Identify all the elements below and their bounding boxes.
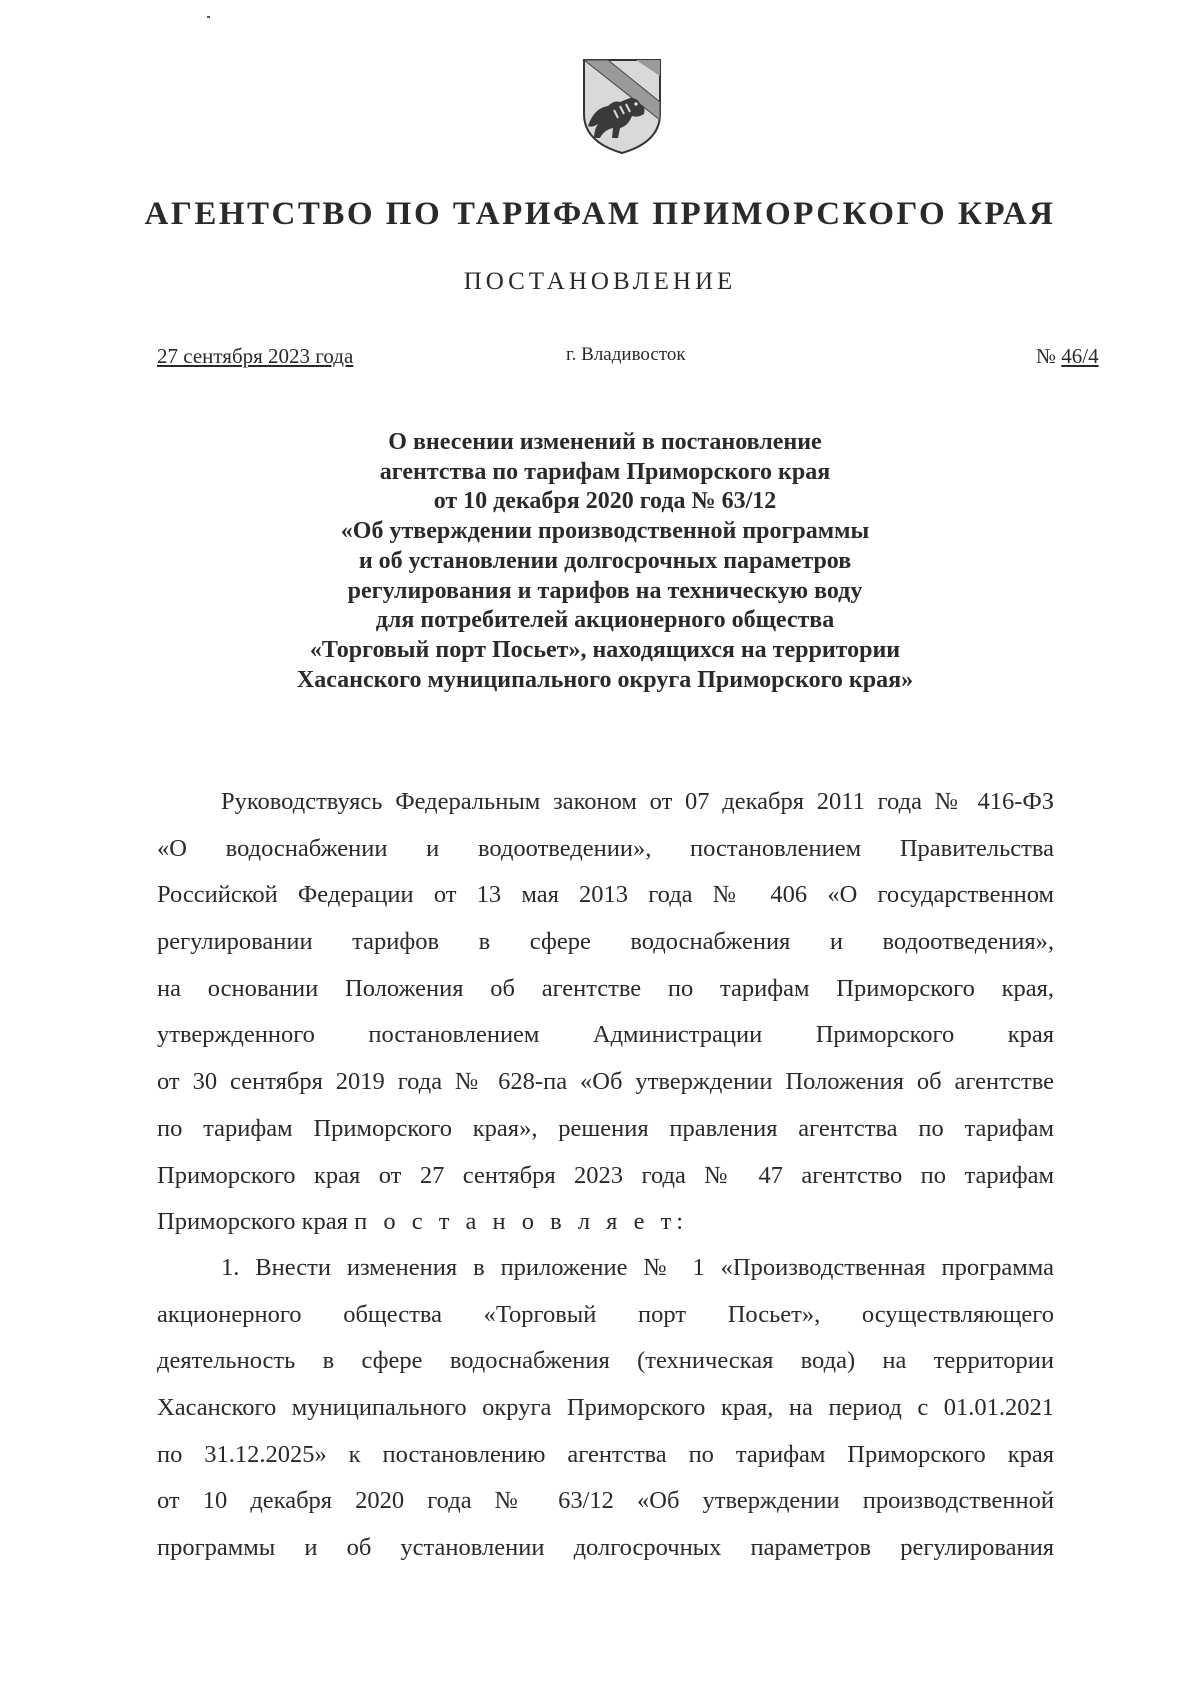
primorsky-krai-coat-of-arms-icon bbox=[580, 56, 664, 156]
agency-title: АГЕНТСТВО ПО ТАРИФАМ ПРИМОРСКОГО КРАЯ bbox=[144, 196, 1056, 232]
resolves-word: п о с т а н о в л я е т: bbox=[354, 1208, 689, 1236]
body-line: Приморского края от 27 сентября 2023 года № 47 агентство по тарифам bbox=[157, 1161, 1054, 1189]
body-line: Российской Федерации от 13 мая 2013 года № 406 «О государственном bbox=[157, 881, 1054, 909]
body-line: по тарифам Приморского края», решения правления агентства по тарифам bbox=[157, 1114, 1054, 1142]
body-line: программы и об установлении долгосрочных параметров регулирования bbox=[157, 1534, 1054, 1562]
document-type: ПОСТАНОВЛЕНИЕ bbox=[463, 268, 737, 295]
subject-line: «Торговый порт Посьет», находящихся на территории bbox=[309, 636, 901, 663]
body-line: на основании Положения об агентстве по тарифам Приморского края, bbox=[157, 974, 1054, 1002]
body-line-resolves bbox=[157, 1199, 1054, 1246]
body-line: от 30 сентября 2019 года № 628-па «Об утверждении Положения об агентстве bbox=[157, 1068, 1054, 1096]
body-line: по 31.12.2025» к постановлению агентства по тарифам Приморского края bbox=[157, 1440, 1054, 1468]
body-line: деятельность в сфере водоснабжения (техническая вода) на территории bbox=[157, 1347, 1054, 1375]
body-line: Хасанского муниципального округа Приморского края, на период с 01.01.2021 bbox=[157, 1394, 1054, 1422]
body-line: 1. Внести изменения в приложение № 1 «Производственная программа bbox=[221, 1254, 1054, 1281]
number-prefix: № bbox=[1036, 344, 1057, 368]
scan-speck bbox=[207, 16, 210, 18]
body-line: акционерного общества «Торговый порт Посьет», осуществляющего bbox=[157, 1300, 1054, 1328]
body-line: утвержденного постановлением Администрации Приморского края bbox=[157, 1021, 1054, 1049]
number-value: 46/4 bbox=[1061, 344, 1099, 368]
document-city: г. Владивосток bbox=[566, 344, 686, 365]
body-line: «О водоснабжении и водоотведении», постановлением Правительства bbox=[157, 834, 1054, 862]
subject-line: и об установлении долгосрочных параметров bbox=[358, 547, 852, 574]
subject-line: О внесении изменений в постановление bbox=[388, 429, 822, 455]
body-line: регулировании тарифов в сфере водоснабжения и водоотведения», bbox=[157, 928, 1054, 956]
subject-line: «Об утверждении производственной программы bbox=[340, 518, 870, 545]
body-line: от 10 декабря 2020 года № 63/12 «Об утверждении производственной bbox=[157, 1487, 1054, 1515]
subject-line: регулирования и тарифов на техническую воду bbox=[347, 577, 863, 604]
document-date: 27 сентября 2023 года bbox=[157, 344, 354, 368]
subject-line: агентства по тарифам Приморского края bbox=[379, 458, 831, 485]
document-number bbox=[1036, 344, 1099, 369]
subject-line: от 10 декабря 2020 года № 63/12 bbox=[433, 488, 777, 515]
preamble-paragraph bbox=[157, 779, 1054, 1246]
document-subject bbox=[150, 428, 1060, 695]
subject-line: Хасанского муниципального округа Приморского края» bbox=[296, 666, 914, 693]
body-line: Руководствуясь Федеральным законом от 07 декабря 2011 года № 416-ФЗ bbox=[221, 788, 1054, 815]
body-line-text: Приморского края bbox=[157, 1208, 348, 1236]
subject-line: для потребителей акционерного общества bbox=[375, 607, 835, 634]
item-1-paragraph bbox=[157, 1245, 1054, 1572]
